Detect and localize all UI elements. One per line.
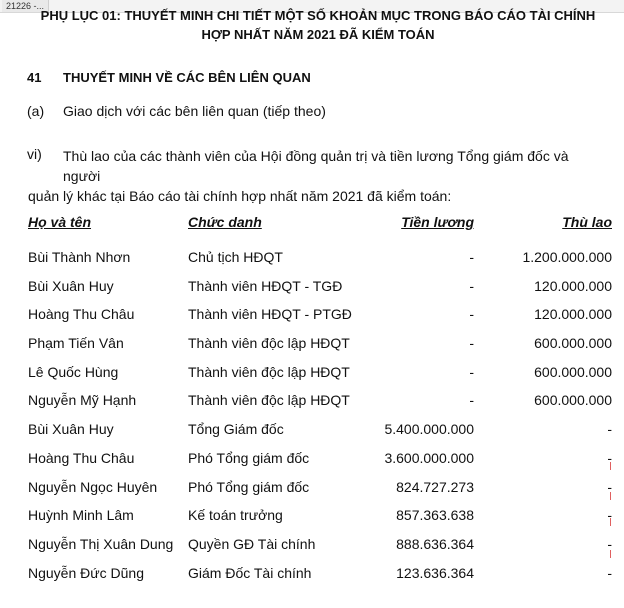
subsection-mark: (a): [27, 103, 45, 119]
cell-fee: -: [607, 535, 612, 552]
cell-salary: -: [469, 306, 474, 323]
cell-name: Huỳnh Minh Lâm: [28, 507, 134, 524]
cell-salary: 857.363.638: [396, 507, 474, 524]
cell-fee: 120.000.000: [534, 277, 612, 294]
cell-fee: 600.000.000: [534, 363, 612, 380]
subsection-title: Giao dịch với các bên liên quan (tiếp theo): [63, 103, 326, 119]
cell-salary: 5.400.000.000: [384, 421, 474, 438]
cell-name: Lê Quốc Hùng: [28, 363, 119, 380]
cell-salary: -: [469, 249, 474, 265]
cell-salary: 824.727.273: [396, 478, 474, 495]
cell-fee: 600.000.000: [534, 335, 612, 352]
column-header-fee: Thù lao: [562, 214, 612, 230]
cell-fee: -: [607, 449, 612, 466]
paragraph-line-1: Thù lao của các thành viên của Hội đồng quản trị và tiền lương Tổng giám đốc và người: [63, 148, 569, 184]
margin-annotation-mark: [610, 492, 617, 500]
cell-role: Thành viên độc lập HĐQT: [188, 335, 350, 352]
cell-role: Quyền GĐ Tài chính: [188, 535, 316, 552]
margin-annotation-mark: [610, 518, 617, 526]
table-row: [0, 359, 624, 388]
table-row: [0, 531, 624, 560]
document-tab[interactable]: 21226 -...: [2, 0, 49, 12]
cell-name: Phạm Tiến Vân: [28, 335, 124, 352]
section-title: THUYẾT MINH VỀ CÁC BÊN LIÊN QUAN: [63, 70, 311, 85]
cell-salary: 3.600.000.000: [384, 449, 474, 466]
cell-fee: -: [607, 564, 612, 581]
cell-fee: -: [607, 478, 612, 495]
column-header-role: Chức danh: [188, 214, 262, 230]
cell-name: Nguyễn Thị Xuân Dung: [28, 535, 174, 552]
cell-role: Phó Tổng giám đốc: [188, 449, 310, 466]
cell-salary: -: [469, 392, 474, 409]
appendix-header: [18, 8, 618, 44]
margin-annotation-mark: [610, 462, 617, 470]
cell-fee: 600.000.000: [534, 392, 612, 409]
table-row: [0, 244, 624, 273]
cell-name: Nguyễn Đức Dũng: [28, 564, 144, 581]
table-row: [0, 502, 624, 531]
cell-fee: 120.000.000: [534, 306, 612, 323]
cell-role: Thành viên HĐQT - PTGĐ: [188, 306, 352, 323]
table-row: [0, 301, 624, 330]
cell-salary: 888.636.364: [396, 535, 474, 552]
cell-fee: -: [607, 421, 612, 438]
paragraph-text: [28, 146, 583, 206]
table-row: [0, 387, 624, 416]
cell-name: Bùi Thành Nhơn: [28, 249, 131, 265]
compensation-table: [0, 244, 624, 588]
cell-salary: -: [469, 335, 474, 352]
column-header-name: Họ và tên: [28, 214, 92, 230]
margin-annotation-mark: [610, 550, 617, 558]
cell-role: Phó Tổng giám đốc: [188, 478, 310, 495]
cell-role: Tổng Giám đốc: [188, 421, 284, 438]
cell-name: Nguyễn Ngọc Huyên: [28, 478, 158, 495]
cell-name: Nguyễn Mỹ Hạnh: [28, 392, 137, 409]
cell-role: Giám Đốc Tài chính: [188, 564, 312, 581]
column-header-salary: Tiền lương: [401, 214, 474, 230]
table-row: [0, 273, 624, 302]
cell-salary: -: [469, 277, 474, 294]
cell-salary: 123.636.364: [396, 564, 474, 581]
cell-fee: -: [607, 507, 612, 524]
cell-role: Thành viên độc lập HĐQT: [188, 392, 350, 409]
cell-fee: 1.200.000.000: [522, 249, 612, 265]
header-line-1: PHỤ LỤC 01: THUYẾT MINH CHI TIẾT MỘT SỐ KHOẢN MỤC TRONG BÁO CÁO TÀI CHÍNH: [40, 8, 596, 23]
cell-salary: -: [469, 363, 474, 380]
cell-name: Hoàng Thu Châu: [28, 306, 135, 323]
cell-role: Thành viên HĐQT - TGĐ: [188, 277, 343, 294]
cell-name: Hoàng Thu Châu: [28, 449, 135, 466]
header-line-2: HỢP NHẤT NĂM 2021 ĐÃ KIỂM TOÁN: [201, 27, 435, 42]
cell-name: Bùi Xuân Huy: [28, 421, 114, 438]
table-row: [0, 474, 624, 503]
cell-role: Thành viên độc lập HĐQT: [188, 363, 350, 380]
paragraph-mark: vi): [27, 146, 42, 162]
cell-role: Chủ tịch HĐQT: [188, 249, 283, 265]
table-row: [0, 330, 624, 359]
table-row: [0, 560, 624, 589]
cell-role: Kế toán trưởng: [188, 507, 283, 524]
table-row: [0, 416, 624, 445]
section-number: 41: [27, 70, 42, 85]
cell-name: Bùi Xuân Huy: [28, 277, 114, 294]
paragraph-line-2: quản lý khác tại Báo cáo tài chính hợp nhất năm 2021 đã kiểm toán:: [28, 188, 452, 204]
table-row: [0, 445, 624, 474]
